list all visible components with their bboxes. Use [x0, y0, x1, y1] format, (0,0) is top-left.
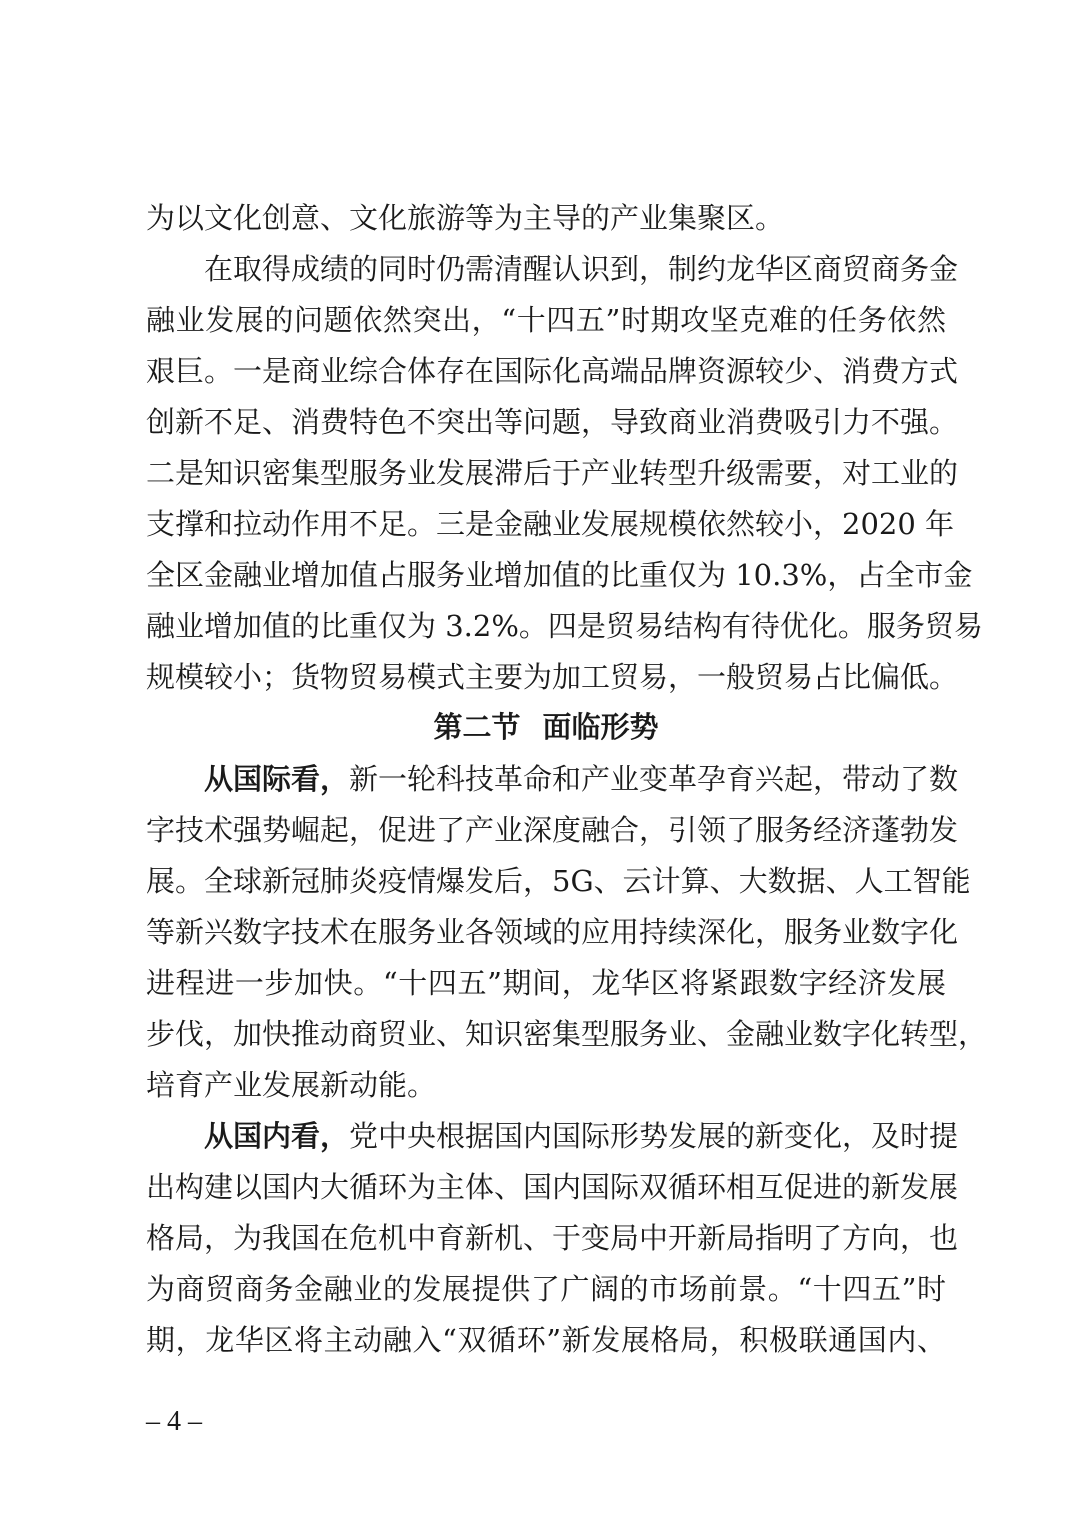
paragraph-line: 出构建以国内大循环为主体、国内国际双循环相互促进的新发展	[146, 1170, 959, 1204]
paragraph-line: 期，龙华区将主动融入“双循环”新发展格局，积极联通国内、	[146, 1323, 946, 1357]
paragraph-line	[204, 1114, 959, 1158]
page-number: – 4 –	[146, 1406, 202, 1437]
paragraph-line: 创新不足、消费特色不突出等问题，导致商业消费吸引力不强。	[146, 405, 959, 439]
paragraph-line: 艰巨。一是商业综合体存在国际化高端品牌资源较少、消费方式	[146, 354, 959, 388]
paragraph-text: 新一轮科技革命和产业变革孕育兴起，带动了数	[349, 762, 959, 796]
section-title: 面临形势	[542, 710, 659, 744]
paragraph-line: 格局，为我国在危机中育新机、于变局中开新局指明了方向，也	[146, 1221, 959, 1255]
section-heading	[146, 705, 946, 749]
paragraph-line: 在取得成绩的同时仍需清醒认识到，制约龙华区商贸商务金	[204, 252, 959, 286]
paragraph-line: 展。全球新冠肺炎疫情爆发后，5G、云计算、大数据、人工智能	[146, 864, 971, 898]
paragraph-line: 为以文化创意、文化旅游等为主导的产业集聚区。	[146, 201, 785, 235]
paragraph-text: 党中央根据国内国际形势发展的新变化，及时提	[349, 1119, 959, 1153]
paragraph-line: 二是知识密集型服务业发展滞后于产业转型升级需要，对工业的	[146, 456, 959, 490]
paragraph-line: 为商贸商务金融业的发展提供了广阔的市场前景。“十四五”时	[146, 1272, 946, 1306]
paragraph-line: 融业发展的问题依然突出，“十四五”时期攻坚克难的任务依然	[146, 303, 946, 337]
paragraph-line: 培育产业发展新动能。	[146, 1068, 437, 1102]
paragraph-line: 支撑和拉动作用不足。三是金融业发展规模依然较小，2020 年	[146, 507, 955, 541]
paragraph-line: 等新兴数字技术在服务业各领域的应用持续深化，服务业数字化	[146, 915, 959, 949]
paragraph-lead: 从国际看，	[204, 762, 350, 796]
paragraph-line: 全区金融业增加值占服务业增加值的比重仅为 10.3%，占全市金	[146, 558, 973, 592]
paragraph-line: 融业增加值的比重仅为 3.2%。四是贸易结构有待优化。服务贸易	[146, 609, 983, 643]
section-number: 第二节	[433, 710, 521, 744]
paragraph-line: 进程进一步加快。“十四五”期间，龙华区将紧跟数字经济发展	[146, 966, 946, 1000]
paragraph-line	[204, 757, 959, 801]
paragraph-lead: 从国内看，	[204, 1119, 350, 1153]
paragraph-line: 步伐，加快推动商贸业、知识密集型服务业、金融业数字化转型，	[146, 1017, 988, 1051]
paragraph-line: 规模较小；货物贸易模式主要为加工贸易，一般贸易占比偏低。	[146, 660, 959, 694]
paragraph-line: 字技术强势崛起，促进了产业深度融合，引领了服务经济蓬勃发	[146, 813, 959, 847]
